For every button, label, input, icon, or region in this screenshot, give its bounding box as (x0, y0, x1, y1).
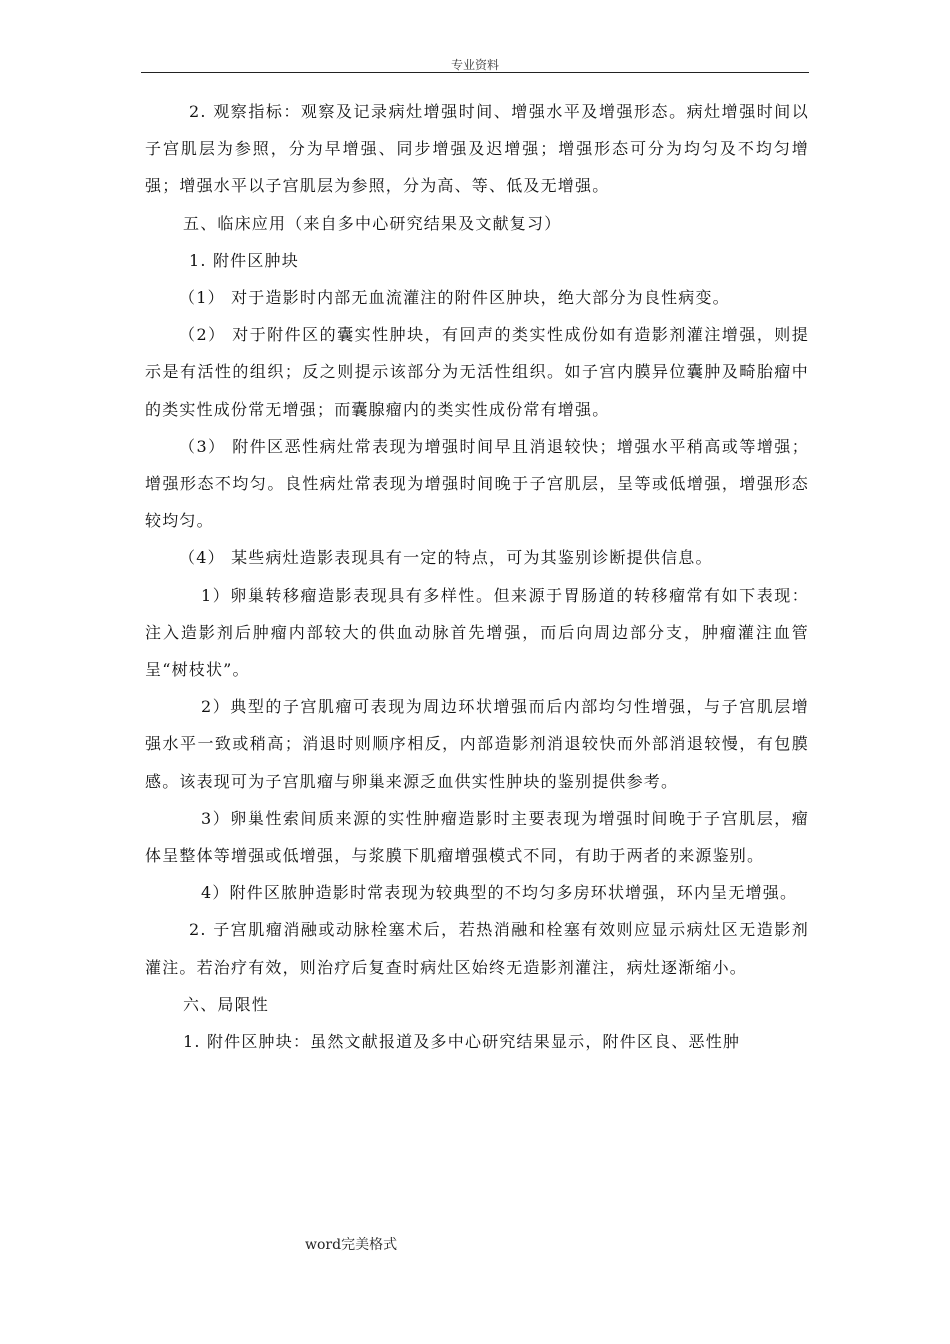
paragraph-fibroid-ablation: 2. 子宫肌瘤消融或动脉栓塞术后，若热消融和栓塞有效则应显示病灶区无造影剂灌注。若治疗有效，则治疗后复查时病灶区始终无造影剂灌注，病灶逐渐缩小。 (145, 920, 809, 977)
paragraph-item-1: （1） 对于造影时内部无血流灌注的附件区肿块，绝大部分为良性病变。 (179, 288, 730, 308)
page-footer: word完美格式 (305, 1237, 398, 1253)
section-heading-clinical-application: 五、临床应用（来自多中心研究结果及文献复习） (183, 213, 562, 233)
paragraph-subitem-3: 3）卵巢性索间质来源的实性肿瘤造影时主要表现为增强时间晚于子宫肌层，瘤体呈整体等增强或低增强，与浆膜下肌瘤增强模式不同，有助于两者的来源鉴别。 (145, 808, 809, 866)
paragraph-item-3: （3） 附件区恶性病灶常表现为增强时间早且消退较快；增强水平稍高或等增强；增强形态不均匀。良性病灶常表现为增强时间晚于子宫肌层，呈等或低增强，增强形态较均匀。 (145, 436, 809, 531)
document-body (145, 93, 809, 1060)
paragraph-limitations-adnexal: 1. 附件区肿块：虽然文献报道及多中心研究结果显示，附件区良、恶性肿 (183, 1032, 741, 1052)
paragraph-subitem-2: 2）典型的子宫肌瘤可表现为周边环状增强而后内部均匀性增强，与子宫肌层增强水平一致或稍高；消退时则顺序相反，内部造影剂消退较快而外部消退较慢，有包膜感。该表现可为子宫肌瘤与卵巢来源乏血供实性肿块的鉴别提供参考。 (145, 697, 809, 791)
paragraph-observation-indicators: 2. 观察指标：观察及记录病灶增强时间、增强水平及增强形态。病灶增强时间以子宫肌层为参照，分为早增强、同步增强及迟增强；增强形态可分为均匀及不均匀增强；增强水平以子宫肌层为参照，分为高、等、低及无增强。 (145, 102, 809, 196)
paragraph-subitem-1: 1）卵巢转移瘤造影表现具有多样性。但来源于胃肠道的转移瘤常有如下表现：注入造影剂后肿瘤内部较大的供血动脉首先增强，而后向周边部分支，肿瘤灌注血管呈“树枝状”。 (145, 585, 809, 680)
page-header: 专业资料 (450, 58, 499, 72)
paragraph-item-2: （2） 对于附件区的囊实性肿块，有回声的类实性成份如有造影剂灌注增强，则提示是有活性的组织；反之则提示该部分为无活性组织。如子宫内膜异位囊肿及畸胎瘤中的类实性成份常无增强；而囊腺瘤内的类实性成份常有增强。 (145, 325, 809, 419)
paragraph-item-4: （4） 某些病灶造影表现具有一定的特点，可为其鉴别诊断提供信息。 (179, 548, 713, 568)
paragraph-subitem-4: 4）附件区脓肿造影时常表现为较典型的不均匀多房环状增强，环内呈无增强。 (201, 883, 798, 903)
header-divider (141, 72, 809, 73)
subheading-adnexal-mass: 1. 附件区肿块 (189, 250, 299, 270)
section-heading-limitations: 六、局限性 (183, 994, 270, 1014)
